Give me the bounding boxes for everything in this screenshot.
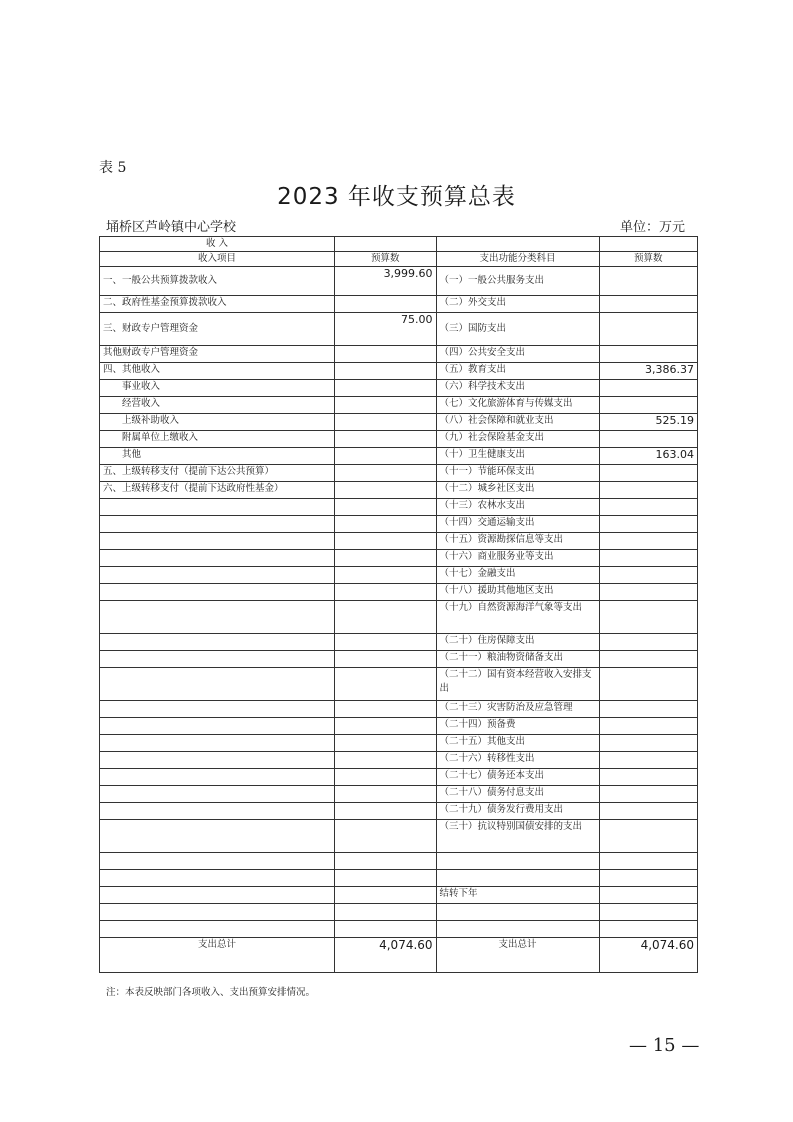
expense-amount: 163.04 <box>599 448 697 465</box>
expense-amount <box>599 803 697 820</box>
expense-amount <box>599 601 697 634</box>
expense-item <box>436 921 599 938</box>
expense-item: （八）社会保障和就业支出 <box>436 414 599 431</box>
table-row <box>100 921 698 938</box>
table-row <box>100 601 698 634</box>
income-item: 其他财政专户管理资金 <box>100 346 335 363</box>
expense-amount <box>599 887 697 904</box>
expense-item: （三十）抗议特别国债安排的支出 <box>436 820 599 853</box>
income-amount <box>334 921 436 938</box>
table-row <box>100 346 698 363</box>
income-item: 六、上级转移支付（提前下达政府性基金） <box>100 482 335 499</box>
table-row <box>100 769 698 786</box>
income-item <box>100 499 335 516</box>
budget-table <box>99 236 698 973</box>
expense-amount <box>599 820 697 853</box>
income-amount <box>334 853 436 870</box>
income-item <box>100 786 335 803</box>
income-amount <box>334 465 436 482</box>
table-row <box>100 904 698 921</box>
income-group-header: 收 入 <box>100 237 335 252</box>
income-amount <box>334 448 436 465</box>
expense-amount <box>599 516 697 533</box>
income-amount <box>334 803 436 820</box>
expense-item: （一）一般公共服务支出 <box>436 267 599 296</box>
income-amount <box>334 701 436 718</box>
income-amount <box>334 718 436 735</box>
table-row <box>100 887 698 904</box>
income-item: 事业收入 <box>100 380 335 397</box>
income-item <box>100 701 335 718</box>
expense-item: （九）社会保险基金支出 <box>436 431 599 448</box>
table-row <box>100 735 698 752</box>
expense-amount <box>599 346 697 363</box>
expense-item: （十七）金融支出 <box>436 567 599 584</box>
expense-item: （十六）商业服务业等支出 <box>436 550 599 567</box>
income-item: 其他 <box>100 448 335 465</box>
expense-item: （二十九）债务发行费用支出 <box>436 803 599 820</box>
income-total-amount: 4,074.60 <box>334 938 436 973</box>
income-item <box>100 550 335 567</box>
income-item <box>100 567 335 584</box>
expense-item: （二十）住房保障支出 <box>436 634 599 651</box>
income-item: 四、其他收入 <box>100 363 335 380</box>
expense-amount <box>599 482 697 499</box>
income-item: 上级补助收入 <box>100 414 335 431</box>
income-item <box>100 887 335 904</box>
expense-amount <box>599 550 697 567</box>
income-item <box>100 921 335 938</box>
table-tag: 表 5 <box>99 160 127 176</box>
expense-amount <box>599 651 697 668</box>
table-row <box>100 786 698 803</box>
income-amount <box>334 414 436 431</box>
table-row <box>100 482 698 499</box>
income-amount <box>334 786 436 803</box>
table-row <box>100 803 698 820</box>
expense-item: （二十四）预备费 <box>436 718 599 735</box>
expense-amount <box>599 380 697 397</box>
expense-item-header: 支出功能分类科目 <box>436 252 599 267</box>
expense-item: （五）教育支出 <box>436 363 599 380</box>
table-row <box>100 870 698 887</box>
expense-amount <box>599 584 697 601</box>
expense-amount <box>599 769 697 786</box>
income-amount <box>334 769 436 786</box>
income-amount <box>334 550 436 567</box>
table-row <box>100 448 698 465</box>
income-amount <box>334 380 436 397</box>
group-header-row <box>100 237 698 252</box>
income-total-label: 支出总计 <box>100 938 335 973</box>
expense-amount <box>599 296 697 313</box>
expense-item <box>436 853 599 870</box>
expense-item <box>436 870 599 887</box>
table-row <box>100 567 698 584</box>
expense-item: （二十一）粮油物资储备支出 <box>436 651 599 668</box>
expense-item: （二十八）债务付息支出 <box>436 786 599 803</box>
income-amount <box>334 752 436 769</box>
table-row <box>100 380 698 397</box>
income-amount: 3,999.60 <box>334 267 436 296</box>
income-item: 二、政府性基金预算拨款收入 <box>100 296 335 313</box>
column-header-row <box>100 252 698 267</box>
table-row <box>100 550 698 567</box>
expense-total-amount: 4,074.60 <box>599 938 697 973</box>
income-item <box>100 651 335 668</box>
income-amount <box>334 887 436 904</box>
expense-item: （二十五）其他支出 <box>436 735 599 752</box>
table-row <box>100 516 698 533</box>
page-title: 2023 年收支预算总表 <box>277 184 516 210</box>
expense-amount <box>599 786 697 803</box>
table-row <box>100 431 698 448</box>
table-row <box>100 752 698 769</box>
expense-amount <box>599 921 697 938</box>
expense-amount <box>599 567 697 584</box>
income-amount <box>334 346 436 363</box>
expense-item: （十一）节能环保支出 <box>436 465 599 482</box>
expense-amount <box>599 313 697 346</box>
expense-amount <box>599 904 697 921</box>
expense-item: （十五）资源勘探信息等支出 <box>436 533 599 550</box>
income-amount <box>334 533 436 550</box>
expense-amount <box>599 634 697 651</box>
expense-amount <box>599 735 697 752</box>
table-row <box>100 465 698 482</box>
income-item <box>100 820 335 853</box>
expense-item: （二十七）债务还本支出 <box>436 769 599 786</box>
expense-amount <box>599 668 697 701</box>
income-amount-header: 预算数 <box>334 252 436 267</box>
table-row <box>100 634 698 651</box>
income-item <box>100 516 335 533</box>
expense-item: （十三）农林水支出 <box>436 499 599 516</box>
income-amount <box>334 567 436 584</box>
expense-item: （十四）交通运输支出 <box>436 516 599 533</box>
expense-amount <box>599 499 697 516</box>
table-row <box>100 313 698 346</box>
income-item <box>100 634 335 651</box>
expense-item: 结转下年 <box>436 887 599 904</box>
expense-item: （十）卫生健康支出 <box>436 448 599 465</box>
expense-item: （十八）援助其他地区支出 <box>436 584 599 601</box>
income-amount <box>334 584 436 601</box>
table-row <box>100 584 698 601</box>
income-item-header: 收入项目 <box>100 252 335 267</box>
table-row <box>100 363 698 380</box>
income-item <box>100 803 335 820</box>
expense-amount <box>599 718 697 735</box>
expense-amount <box>599 397 697 414</box>
expense-item: （七）文化旅游体育与传媒支出 <box>436 397 599 414</box>
expense-item: （四）公共安全支出 <box>436 346 599 363</box>
income-item <box>100 718 335 735</box>
expense-item: （二十六）转移性支出 <box>436 752 599 769</box>
income-amount <box>334 820 436 853</box>
income-amount <box>334 870 436 887</box>
total-row <box>100 938 698 973</box>
income-item <box>100 668 335 701</box>
income-item <box>100 853 335 870</box>
income-item <box>100 870 335 887</box>
income-amount <box>334 296 436 313</box>
expense-item: （二十二）国有资本经营收入安排支出 <box>436 668 599 701</box>
income-amount <box>334 735 436 752</box>
expense-amount: 525.19 <box>599 414 697 431</box>
expense-amount <box>599 465 697 482</box>
expense-item: （六）科学技术支出 <box>436 380 599 397</box>
table-row <box>100 701 698 718</box>
income-amount <box>334 634 436 651</box>
income-item: 五、上级转移支付（提前下达公共预算） <box>100 465 335 482</box>
expense-amount-header: 预算数 <box>599 252 697 267</box>
table-row <box>100 397 698 414</box>
income-amount <box>334 516 436 533</box>
table-row <box>100 499 698 516</box>
income-amount <box>334 601 436 634</box>
table-row <box>100 853 698 870</box>
table-row <box>100 718 698 735</box>
income-item <box>100 904 335 921</box>
table-row <box>100 533 698 550</box>
income-item: 经营收入 <box>100 397 335 414</box>
table-row <box>100 651 698 668</box>
expense-item <box>436 904 599 921</box>
income-amount <box>334 431 436 448</box>
income-item: 一、一般公共预算拨款收入 <box>100 267 335 296</box>
table-row <box>100 267 698 296</box>
income-item <box>100 533 335 550</box>
expense-amount <box>599 431 697 448</box>
page-number: — 15 — <box>629 1035 700 1056</box>
income-item: 附属单位上缴收入 <box>100 431 335 448</box>
table-row <box>100 820 698 853</box>
expense-amount: 3,386.37 <box>599 363 697 380</box>
expense-amount <box>599 853 697 870</box>
income-item <box>100 735 335 752</box>
income-amount: 75.00 <box>334 313 436 346</box>
table-row <box>100 414 698 431</box>
expense-item: （三）国防支出 <box>436 313 599 346</box>
expense-item: （二十三）灾害防治及应急管理 <box>436 701 599 718</box>
income-amount <box>334 651 436 668</box>
footnote: 注：本表反映部门各项收入、支出预算安排情况。 <box>106 987 316 998</box>
income-amount <box>334 499 436 516</box>
income-amount <box>334 363 436 380</box>
organization-name: 埇桥区芦岭镇中心学校 <box>106 220 237 235</box>
income-item <box>100 769 335 786</box>
expense-amount <box>599 267 697 296</box>
income-item <box>100 584 335 601</box>
table-row <box>100 296 698 313</box>
expense-amount <box>599 701 697 718</box>
expense-amount <box>599 533 697 550</box>
income-amount <box>334 482 436 499</box>
income-amount <box>334 397 436 414</box>
expense-amount <box>599 870 697 887</box>
income-amount <box>334 668 436 701</box>
expense-amount <box>599 752 697 769</box>
expense-item: （十二）城乡社区支出 <box>436 482 599 499</box>
table-row <box>100 668 698 701</box>
income-amount <box>334 904 436 921</box>
income-item: 三、财政专户管理资金 <box>100 313 335 346</box>
unit-label: 单位：万元 <box>620 220 686 235</box>
expense-item: （十九）自然资源海洋气象等支出 <box>436 601 599 634</box>
expense-total-label: 支出总计 <box>436 938 599 973</box>
income-item <box>100 601 335 634</box>
income-item <box>100 752 335 769</box>
expense-item: （二）外交支出 <box>436 296 599 313</box>
